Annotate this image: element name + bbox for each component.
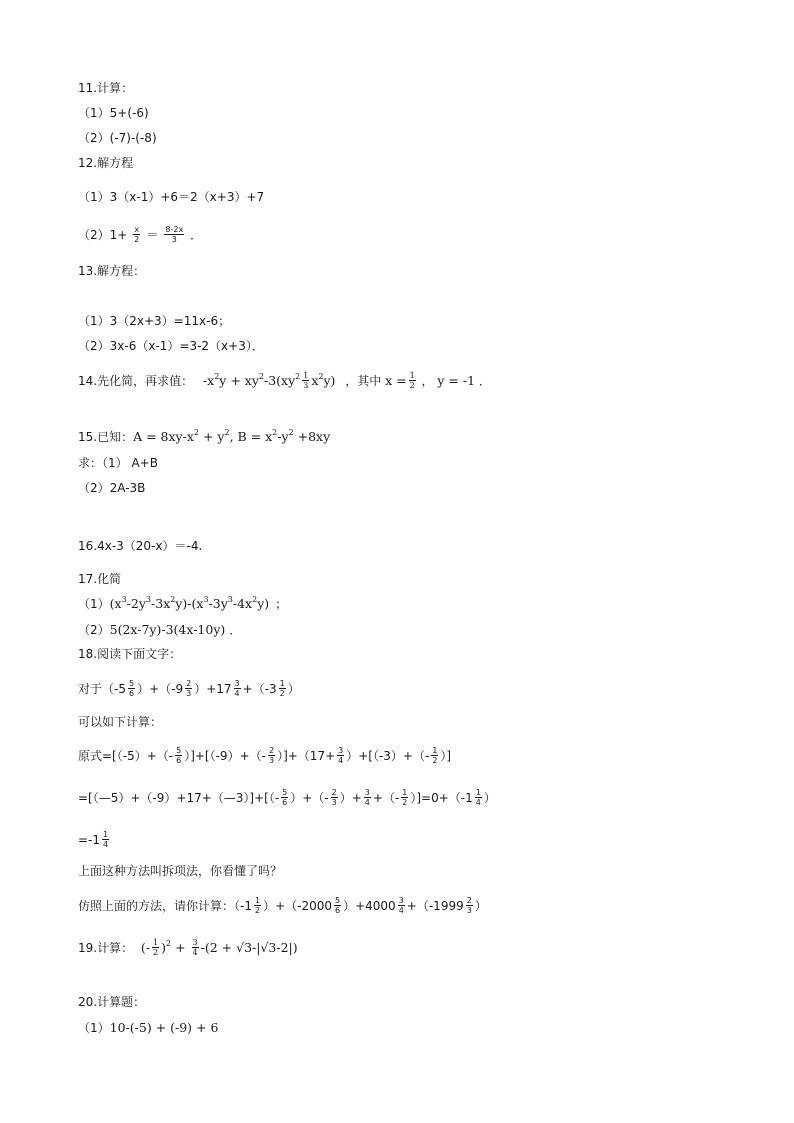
problem-17-line-2: （2）5(2x-7y)-3(4x-10y) ． bbox=[78, 622, 242, 637]
problem-18-original: 原式=[（-5）+（- $\frac{5}{6}$ ）]+[（-9）+（- $\frac{2}{3}$ ）]+（17+ $\frac{3}{4}$ ）+[（-3）+（- $\frac{1}{2}$ ）] bbox=[78, 746, 452, 765]
problem-11-line-2: （2）(-7)-(-8) bbox=[78, 131, 157, 145]
y-value: y = -1 bbox=[437, 373, 476, 388]
fraction: $\frac{x}{2}$ bbox=[134, 225, 140, 244]
problem-15-line-1: 求：（1） A+B bbox=[78, 456, 158, 470]
problem-20-title: 20.计算题： bbox=[78, 995, 146, 1009]
text: ． bbox=[190, 228, 203, 242]
problem-18-task: 仿照上面的方法，请你计算：（-1 $\frac{1}{2}$ ）+（-2000 $\frac{5}{6}$ ）+4000 $\frac{3}{4}$ +（-1999 $\frac{2}{3}$ ） bbox=[78, 896, 487, 915]
problem-17-line-1: $(1)(x^3-2y^3-3x^2y)-(x^3-3y^3-4x^2y)$ ； bbox=[78, 594, 288, 611]
problem-18-method: 可以如下计算： bbox=[78, 715, 163, 729]
text: ． bbox=[478, 374, 491, 388]
problem-18-intro: 对于（-5 $\frac{5}{6}$ ）+（-9 $\frac{2}{3}$ ）+17 $\frac{3}{4}$ +（-3 $\frac{1}{2}$ ） bbox=[78, 679, 300, 698]
problem-11-title: 11.计算： bbox=[78, 81, 134, 95]
problem-15-line-2: （2）2A-3B bbox=[78, 481, 146, 495]
text: 14.先化简，再求值： bbox=[78, 374, 194, 388]
problem-19: 19.计算： (- $\frac{1}{2}$ )$^2$ + $\frac{3}{4}$ -(2 + √3-|√3-2|) bbox=[78, 938, 298, 957]
problem-15-title: 15.已知：$A = 8xy-x^2 + y^2$, $B = x^2-y^2 +8xy$ bbox=[78, 427, 331, 444]
problem-12-line-2 bbox=[78, 226, 202, 245]
problem-18-title: 18.阅读下面文字： bbox=[78, 647, 182, 661]
text: ＝ bbox=[146, 227, 159, 242]
problem-14 bbox=[78, 372, 491, 391]
problem-16: 16.4x-3（20-x）＝-4. bbox=[78, 539, 203, 553]
problem-13-line-2: （2）3x-6（x-1）=3-2（x+3）． bbox=[78, 339, 264, 353]
problem-12-title: 12.解方程 bbox=[78, 156, 134, 170]
problem-18-result: =-1 $\frac{1}{4}$ bbox=[78, 830, 109, 849]
x-value: x = $\frac{1}{2}$ bbox=[385, 371, 415, 390]
problem-13-title: 13.解方程： bbox=[78, 264, 146, 278]
text: ，其中 bbox=[345, 374, 382, 388]
fraction: $\frac{8-2x}{3}$ bbox=[165, 225, 184, 244]
text: ， bbox=[421, 374, 434, 388]
problem-13-line-1: （1）3（2x+3）=11x-6； bbox=[78, 314, 231, 328]
problem-12-line-1: （1）3（x-1）+6＝2（x+3）+7 bbox=[78, 190, 265, 204]
problem-18-step-2: =[（—5）+（-9）+17+（—3）]+[（- $\frac{5}{6}$ ）+（- $\frac{2}{3}$ ）+ $\frac{3}{4}$ +（- $\frac{1}{2}$ ）]=0+（-1 $\frac{1}{4}$ ） bbox=[78, 788, 496, 807]
text: （2）1+ bbox=[78, 228, 128, 242]
expression: $-x^2y + xy^2-3(xy^2$ $\frac{1}{3}$ $x^2y$) bbox=[202, 371, 336, 390]
expression: (- $\frac{1}{2}$ )$^2$ + $\frac{3}{4}$ -(2 + √3-|√3-2|) bbox=[140, 938, 298, 957]
problem-11-line-1: （1）5+(-6) bbox=[78, 106, 149, 120]
problem-20-line-1: （1）10-(-5) + (-9) + 6 bbox=[78, 1020, 219, 1035]
problem-17-title: 17.化简 bbox=[78, 572, 122, 586]
problem-18-question: 上面这种方法叫拆项法，你看懂了吗？ bbox=[78, 864, 283, 878]
